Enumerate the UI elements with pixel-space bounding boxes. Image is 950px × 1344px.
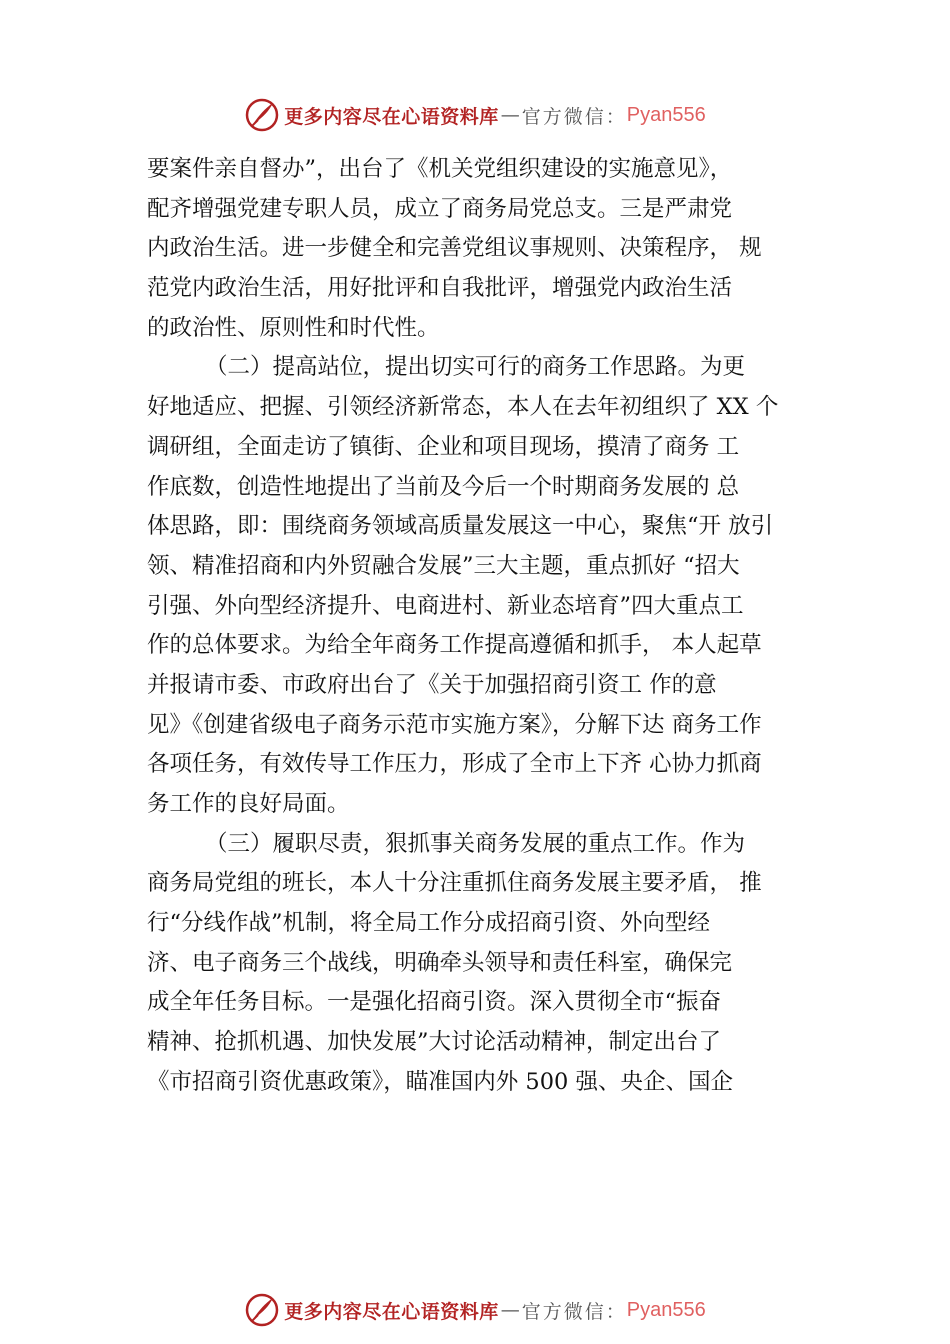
text-line: 行“分线作战”机制，将全局工作分成招商引资、外向型经 xyxy=(147,910,711,937)
text-line: （二）提高站位，提出切实可行的商务工作思路。为更 xyxy=(205,354,746,381)
text-line: 范党内政治生活，用好批评和自我批评，增强党内政治生活 xyxy=(147,275,733,302)
text-line: 引强、外向型经济提升、电商进村、新业态培育”四大重点工 xyxy=(147,592,744,619)
text-line: 精神、抢抓机遇、加快发展”大讨论活动精神，制定出台了 xyxy=(147,1029,722,1056)
text-line: 各项任务，有效传导工作压力，形成了全市上下齐 心协力抓商 xyxy=(147,751,762,778)
text-line: 调研组，全面走访了镇街、企业和项目现场，摸清了商务 工 xyxy=(147,433,740,460)
banner-title: 更多内容尽在心语资料库 xyxy=(284,105,499,128)
quill-logo-icon xyxy=(244,1292,280,1328)
text-line: 商务局党组的班长，本人十分注重抓住商务发展主要矛盾， 推 xyxy=(147,870,762,897)
footer-banner xyxy=(0,1290,950,1330)
text-line: 务工作的良好局面。 xyxy=(147,791,350,817)
header-banner xyxy=(0,95,950,135)
banner-separator: — xyxy=(500,1299,520,1321)
quill-logo-icon xyxy=(244,97,280,133)
text-line: （三）履职尽责，狠抓事关商务发展的重点工作。作为 xyxy=(205,830,746,857)
text-line: 成全年任务目标。一是强化招商引资。深入贯彻全市“振奋 xyxy=(147,989,722,1016)
text-line: 体思路，即：围绕商务领域高质量发展这一中心，聚焦“开 放引 xyxy=(147,513,774,540)
text-line: 配齐增强党建专职人员，成立了商务局党总支。三是严肃党 xyxy=(147,195,733,222)
text-line: 内政治生活。进一步健全和完善党组议事规则、决策程序， 规 xyxy=(147,235,762,262)
banner-wechat-id: Pyan556 xyxy=(626,1298,706,1321)
banner-label: 官方微信： xyxy=(521,1300,627,1323)
text-line: 《市招商引资优惠政策》，瞄准国内外 500 强、央企、国企 xyxy=(147,1068,734,1095)
text-line: 并报请市委、市政府出台了《关于加强招商引资工 作的意 xyxy=(147,671,717,698)
text-line: 好地适应、把握、引领经济新常态，本人在去年初组织了 XX 个 xyxy=(147,394,779,421)
text-line: 见》《创建省级电子商务示范市实施方案》，分解下达 商务工作 xyxy=(147,711,762,738)
text-line: 作底数，创造性地提出了当前及今后一个时期商务发展的 总 xyxy=(147,473,740,500)
text-line: 领、精准招商和内外贸融合发展”三大主题，重点抓好 “招大 xyxy=(147,552,740,579)
text-line: 要案件亲自督办”，出台了《机关党组织建设的实施意见》， xyxy=(147,156,733,182)
banner-label: 官方微信： xyxy=(521,105,627,128)
banner-separator: — xyxy=(500,104,520,126)
banner-title: 更多内容尽在心语资料库 xyxy=(284,1300,499,1323)
text-line: 的政治性、原则性和时代性。 xyxy=(147,314,440,341)
banner-wechat-id: Pyan556 xyxy=(626,103,706,126)
document-body xyxy=(147,150,837,1103)
text-line: 作的总体要求。为给全年商务工作提高遵循和抓手， 本人起草 xyxy=(147,632,762,659)
text-line: 济、电子商务三个战线，明确牵头领导和责任科室，确保完 xyxy=(147,949,733,976)
